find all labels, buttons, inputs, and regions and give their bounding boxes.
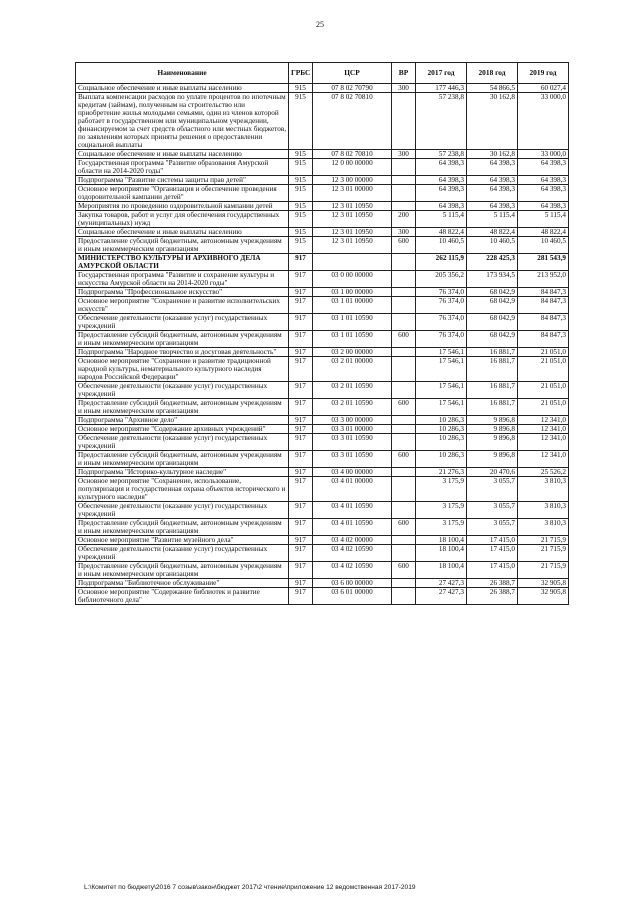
cell-csr: 03 3 01 00000 (313, 425, 392, 434)
table-row (76, 348, 569, 357)
table-row (76, 519, 569, 536)
cell-name: Предоставление субсидий бюджетным, автономным учреждениям и иным некоммерческим организациям (76, 399, 289, 416)
table-row (76, 502, 569, 519)
header-csr: ЦСР (313, 63, 392, 84)
cell-grbs: 917 (289, 562, 313, 579)
cell-y2018: 16 881,7 (467, 382, 518, 399)
table-row (76, 271, 569, 288)
cell-y2019: 64 398,3 (518, 185, 569, 202)
cell-y2017: 3 175,9 (416, 477, 467, 502)
cell-y2018: 3 055,7 (467, 477, 518, 502)
table-row (76, 357, 569, 382)
cell-y2019: 21 715,9 (518, 536, 569, 545)
cell-name: Обеспечение деятельности (оказание услуг) государственных учреждений (76, 545, 289, 562)
table-row (76, 562, 569, 579)
cell-name: Основное мероприятие "Сохранение, использование, популяризация и государственная охрана объектов исторического и культурного наследия" (76, 477, 289, 502)
header-name: Наименование (76, 63, 289, 84)
cell-name: Обеспечение деятельности (оказание услуг) государственных учреждений (76, 314, 289, 331)
cell-grbs: 915 (289, 93, 313, 150)
cell-y2017: 57 238,8 (416, 93, 467, 150)
cell-csr: 03 2 01 10590 (313, 399, 392, 416)
cell-y2017: 18 100,4 (416, 536, 467, 545)
cell-vr (392, 416, 416, 425)
cell-y2019: 213 952,0 (518, 271, 569, 288)
table-row (76, 84, 569, 93)
cell-y2018: 3 055,7 (467, 519, 518, 536)
cell-y2019: 64 398,3 (518, 159, 569, 176)
table-row (76, 159, 569, 176)
cell-y2017: 5 115,4 (416, 211, 467, 228)
cell-grbs: 917 (289, 254, 313, 271)
table-row (76, 150, 569, 159)
cell-y2017: 17 546,1 (416, 399, 467, 416)
cell-vr (392, 185, 416, 202)
cell-vr (392, 357, 416, 382)
table-row (76, 536, 569, 545)
cell-csr: 03 3 01 10590 (313, 434, 392, 451)
cell-y2019: 64 398,3 (518, 202, 569, 211)
cell-grbs: 917 (289, 451, 313, 468)
table-row (76, 228, 569, 237)
cell-name: Социальное обеспечение и иные выплаты населению (76, 84, 289, 93)
cell-y2019: 12 341,0 (518, 451, 569, 468)
cell-y2019: 3 810,3 (518, 477, 569, 502)
cell-y2017: 17 546,1 (416, 348, 467, 357)
cell-name: Основное мероприятие "Организация и обеспечение проведения оздоровительной кампании детей" (76, 185, 289, 202)
cell-csr: 03 2 00 00000 (313, 348, 392, 357)
cell-y2018: 26 388,7 (467, 579, 518, 588)
cell-y2019: 21 715,9 (518, 545, 569, 562)
cell-vr (392, 588, 416, 605)
cell-grbs: 917 (289, 288, 313, 297)
cell-vr (392, 314, 416, 331)
cell-grbs: 917 (289, 271, 313, 288)
cell-y2019: 84 847,3 (518, 297, 569, 314)
cell-csr: 03 1 00 00000 (313, 288, 392, 297)
cell-name: Предоставление субсидий бюджетным, автономным учреждениям и иным некоммерческим организациям (76, 237, 289, 254)
cell-vr (392, 425, 416, 434)
cell-y2017: 18 100,4 (416, 562, 467, 579)
cell-name: Обеспечение деятельности (оказание услуг) государственных учреждений (76, 434, 289, 451)
cell-y2019: 21 715,9 (518, 562, 569, 579)
cell-y2017: 177 446,3 (416, 84, 467, 93)
cell-y2018: 16 881,7 (467, 357, 518, 382)
cell-y2018: 9 896,8 (467, 434, 518, 451)
cell-name: Закупка товаров, работ и услуг для обеспечения государственных (муниципальных) нужд (76, 211, 289, 228)
page-number: 25 (316, 20, 324, 29)
cell-name: Основное мероприятие "Содержание библиотек и развитие библиотечного дела" (76, 588, 289, 605)
cell-name: Предоставление субсидий бюджетным, автономным учреждениям и иным некоммерческим организациям (76, 331, 289, 348)
table-row (76, 451, 569, 468)
cell-y2018: 17 415,0 (467, 545, 518, 562)
cell-y2019: 33 000,0 (518, 150, 569, 159)
cell-name: Основное мероприятие "Развитие музейного дела" (76, 536, 289, 545)
cell-csr: 03 2 01 10590 (313, 382, 392, 399)
cell-y2018: 26 388,7 (467, 588, 518, 605)
table-header-row (76, 63, 569, 84)
cell-csr: 03 4 02 00000 (313, 536, 392, 545)
cell-y2017: 10 286,3 (416, 434, 467, 451)
cell-csr: 07 8 02 70790 (313, 84, 392, 93)
table-row (76, 545, 569, 562)
header-vr: ВР (392, 63, 416, 84)
header-2017: 2017 год (416, 63, 467, 84)
cell-vr (392, 159, 416, 176)
cell-y2017: 205 356,2 (416, 271, 467, 288)
cell-vr (392, 382, 416, 399)
cell-csr: 12 3 01 10950 (313, 202, 392, 211)
cell-y2019: 64 398,3 (518, 176, 569, 185)
cell-csr: 03 1 01 10590 (313, 314, 392, 331)
cell-vr: 200 (392, 211, 416, 228)
cell-csr: 07 8 02 70810 (313, 93, 392, 150)
cell-name: Основное мероприятие "Содержание архивных учреждений" (76, 425, 289, 434)
table-row (76, 237, 569, 254)
cell-y2018: 68 042,9 (467, 288, 518, 297)
cell-name: Предоставление субсидий бюджетным, автономным учреждениям и иным некоммерческим организациям (76, 562, 289, 579)
cell-csr: 03 1 01 00000 (313, 297, 392, 314)
cell-grbs: 917 (289, 434, 313, 451)
cell-y2019: 25 526,2 (518, 468, 569, 477)
cell-grbs: 917 (289, 579, 313, 588)
table-row (76, 297, 569, 314)
cell-vr (392, 477, 416, 502)
cell-name: Подпрограмма "Профессиональное искусство" (76, 288, 289, 297)
file-path-footer: L:\Комитет по бюджету\2016 7 созыв\закон\бюджет 2017\2 чтение\приложение 12 ведомственная 2017-2019 (84, 884, 416, 891)
cell-csr: 03 4 02 10590 (313, 562, 392, 579)
cell-y2019: 33 000,0 (518, 93, 569, 150)
cell-y2019: 32 905,8 (518, 588, 569, 605)
cell-y2018: 48 822,4 (467, 228, 518, 237)
table-row (76, 579, 569, 588)
table-row (76, 93, 569, 150)
cell-vr: 600 (392, 331, 416, 348)
cell-name: Государственная программа "Развитие образования Амурской области на 2014-2020 годы" (76, 159, 289, 176)
cell-y2018: 17 415,0 (467, 562, 518, 579)
cell-y2018: 16 881,7 (467, 348, 518, 357)
cell-y2018: 64 398,3 (467, 159, 518, 176)
header-2019: 2019 год (518, 63, 569, 84)
cell-y2017: 10 286,3 (416, 416, 467, 425)
table-body (76, 84, 569, 605)
cell-name: Подпрограмма "Библиотечное обслуживание" (76, 579, 289, 588)
cell-y2019: 3 810,3 (518, 502, 569, 519)
cell-vr: 600 (392, 519, 416, 536)
cell-y2017: 3 175,9 (416, 519, 467, 536)
cell-y2017: 64 398,3 (416, 202, 467, 211)
cell-grbs: 917 (289, 314, 313, 331)
cell-y2017: 76 374,0 (416, 331, 467, 348)
cell-y2019: 84 847,3 (518, 288, 569, 297)
table-row (76, 434, 569, 451)
cell-csr: 03 4 02 10590 (313, 545, 392, 562)
cell-name: Предоставление субсидий бюджетным, автономным учреждениям и иным некоммерческим организациям (76, 519, 289, 536)
cell-grbs: 915 (289, 150, 313, 159)
cell-y2019: 12 341,0 (518, 434, 569, 451)
cell-name: Основное мероприятие "Сохранение и развитие исполнительских искусств" (76, 297, 289, 314)
table-row (76, 416, 569, 425)
cell-vr: 600 (392, 451, 416, 468)
cell-vr (392, 288, 416, 297)
cell-grbs: 917 (289, 382, 313, 399)
cell-grbs: 915 (289, 211, 313, 228)
cell-vr (392, 536, 416, 545)
cell-y2017: 21 276,3 (416, 468, 467, 477)
cell-name: Подпрограмма "Историко-культурное наследие" (76, 468, 289, 477)
cell-name: Основное мероприятие "Сохранение и развитие традиционной народной культуры, нематериального культурного наследия народов Российской Федерации" (76, 357, 289, 382)
header-grbs: ГРБС (289, 63, 313, 84)
cell-vr (392, 297, 416, 314)
cell-vr (392, 271, 416, 288)
cell-y2018: 9 896,8 (467, 416, 518, 425)
cell-vr: 300 (392, 228, 416, 237)
table-row (76, 331, 569, 348)
cell-csr: 03 6 00 00000 (313, 579, 392, 588)
cell-name: Мероприятия по проведению оздоровительной кампании детей (76, 202, 289, 211)
budget-table (75, 62, 569, 605)
cell-y2017: 76 374,0 (416, 288, 467, 297)
table-row (76, 202, 569, 211)
cell-csr: 12 3 01 10950 (313, 211, 392, 228)
cell-grbs: 917 (289, 545, 313, 562)
cell-csr: 03 3 00 00000 (313, 416, 392, 425)
cell-name: Подпрограмма "Развитие системы защиты прав детей" (76, 176, 289, 185)
cell-csr: 03 6 01 00000 (313, 588, 392, 605)
cell-csr: 12 3 01 10950 (313, 237, 392, 254)
cell-csr: 07 8 02 70810 (313, 150, 392, 159)
cell-csr: 03 4 01 10590 (313, 502, 392, 519)
cell-csr: 12 3 01 10950 (313, 228, 392, 237)
cell-grbs: 917 (289, 588, 313, 605)
cell-name: Социальное обеспечение и иные выплаты населению (76, 150, 289, 159)
cell-y2019: 3 810,3 (518, 519, 569, 536)
table-row (76, 176, 569, 185)
cell-y2017: 76 374,0 (416, 297, 467, 314)
cell-y2018: 68 042,9 (467, 314, 518, 331)
cell-y2018: 228 425,3 (467, 254, 518, 271)
cell-y2018: 30 162,8 (467, 93, 518, 150)
cell-y2019: 84 847,3 (518, 331, 569, 348)
cell-vr: 300 (392, 150, 416, 159)
cell-grbs: 915 (289, 202, 313, 211)
cell-name: Социальное обеспечение и иные выплаты населению (76, 228, 289, 237)
cell-name: Государственная программа "Развитие и сохранение культуры и искусства Амурской области на 2014-2020 годы" (76, 271, 289, 288)
cell-y2018: 173 934,5 (467, 271, 518, 288)
cell-grbs: 915 (289, 228, 313, 237)
table-row (76, 382, 569, 399)
cell-vr (392, 545, 416, 562)
cell-y2017: 64 398,3 (416, 159, 467, 176)
cell-vr (392, 468, 416, 477)
cell-y2019: 21 051,0 (518, 357, 569, 382)
table-row (76, 588, 569, 605)
cell-name: МИНИСТЕРСТВО КУЛЬТУРЫ И АРХИВНОГО ДЕЛА АМУРСКОЙ ОБЛАСТИ (76, 254, 289, 271)
cell-y2019: 12 341,0 (518, 425, 569, 434)
cell-grbs: 917 (289, 519, 313, 536)
cell-y2018: 5 115,4 (467, 211, 518, 228)
cell-grbs: 917 (289, 468, 313, 477)
cell-y2017: 18 100,4 (416, 545, 467, 562)
table-row (76, 254, 569, 271)
cell-vr (392, 502, 416, 519)
cell-vr: 600 (392, 562, 416, 579)
table-row (76, 288, 569, 297)
cell-y2017: 27 427,3 (416, 579, 467, 588)
cell-grbs: 915 (289, 185, 313, 202)
cell-y2017: 10 286,3 (416, 425, 467, 434)
cell-grbs: 917 (289, 297, 313, 314)
cell-csr: 03 1 01 10590 (313, 331, 392, 348)
cell-y2019: 281 543,9 (518, 254, 569, 271)
cell-vr (392, 176, 416, 185)
cell-vr (392, 579, 416, 588)
cell-csr (313, 254, 392, 271)
cell-y2017: 57 238,8 (416, 150, 467, 159)
cell-y2017: 262 115,9 (416, 254, 467, 271)
cell-y2018: 68 042,9 (467, 331, 518, 348)
cell-grbs: 917 (289, 502, 313, 519)
cell-y2017: 3 175,9 (416, 502, 467, 519)
cell-grbs: 917 (289, 477, 313, 502)
cell-grbs: 915 (289, 84, 313, 93)
cell-y2017: 76 374,0 (416, 314, 467, 331)
cell-grbs: 915 (289, 159, 313, 176)
cell-y2018: 3 055,7 (467, 502, 518, 519)
table-row (76, 468, 569, 477)
table-row (76, 425, 569, 434)
header-2018: 2018 год (467, 63, 518, 84)
cell-y2018: 9 896,8 (467, 451, 518, 468)
cell-y2017: 27 427,3 (416, 588, 467, 605)
cell-y2019: 48 822,4 (518, 228, 569, 237)
cell-name: Обеспечение деятельности (оказание услуг) государственных учреждений (76, 382, 289, 399)
cell-grbs: 917 (289, 357, 313, 382)
cell-vr: 600 (392, 237, 416, 254)
cell-y2018: 17 415,0 (467, 536, 518, 545)
cell-y2018: 64 398,3 (467, 202, 518, 211)
cell-y2017: 64 398,3 (416, 176, 467, 185)
cell-csr: 12 3 01 00000 (313, 185, 392, 202)
cell-csr: 12 0 00 00000 (313, 159, 392, 176)
cell-y2018: 16 881,7 (467, 399, 518, 416)
cell-grbs: 917 (289, 399, 313, 416)
cell-name: Подпрограмма "Народное творчество и досуговая деятельность" (76, 348, 289, 357)
cell-csr: 03 0 00 00000 (313, 271, 392, 288)
cell-y2019: 60 027,4 (518, 84, 569, 93)
cell-vr: 300 (392, 84, 416, 93)
cell-csr: 03 4 01 10590 (313, 519, 392, 536)
cell-y2019: 21 051,0 (518, 382, 569, 399)
cell-y2017: 48 822,4 (416, 228, 467, 237)
cell-csr: 03 4 01 00000 (313, 477, 392, 502)
cell-name: Обеспечение деятельности (оказание услуг) государственных учреждений (76, 502, 289, 519)
cell-y2019: 12 341,0 (518, 416, 569, 425)
cell-y2017: 17 546,1 (416, 357, 467, 382)
cell-vr: 600 (392, 399, 416, 416)
cell-y2019: 21 051,0 (518, 348, 569, 357)
table-row (76, 211, 569, 228)
cell-vr (392, 348, 416, 357)
cell-y2019: 21 051,0 (518, 399, 569, 416)
cell-grbs: 917 (289, 416, 313, 425)
cell-y2017: 17 546,1 (416, 382, 467, 399)
table-row (76, 399, 569, 416)
cell-grbs: 917 (289, 425, 313, 434)
cell-grbs: 915 (289, 176, 313, 185)
cell-csr: 03 2 01 00000 (313, 357, 392, 382)
cell-y2018: 64 398,3 (467, 176, 518, 185)
cell-y2017: 64 398,3 (416, 185, 467, 202)
cell-vr (392, 434, 416, 451)
cell-name: Подпрограмма "Архивное дело" (76, 416, 289, 425)
cell-y2018: 68 042,9 (467, 297, 518, 314)
cell-y2017: 10 460,5 (416, 237, 467, 254)
cell-name: Предоставление субсидий бюджетным, автономным учреждениям и иным некоммерческим организациям (76, 451, 289, 468)
cell-grbs: 915 (289, 237, 313, 254)
cell-y2019: 32 905,8 (518, 579, 569, 588)
cell-y2019: 5 115,4 (518, 211, 569, 228)
table-row (76, 185, 569, 202)
cell-csr: 03 3 01 10590 (313, 451, 392, 468)
cell-y2019: 84 847,3 (518, 314, 569, 331)
cell-y2018: 10 460,5 (467, 237, 518, 254)
cell-y2018: 64 398,3 (467, 185, 518, 202)
cell-name: Выплата компенсации расходов по уплате процентов по ипотечным кредитам (займам), полученным на строительство или приобретение жилья молодыми семьями, один из членов которой работает в государственном или муниципальном учреждении, финансируемом за счет средств областного или местных бюджетов, по заявлениям которых приняты решения о предоставлении социальной выплаты (76, 93, 289, 150)
cell-grbs: 917 (289, 536, 313, 545)
cell-y2018: 20 470,6 (467, 468, 518, 477)
cell-y2018: 30 162,8 (467, 150, 518, 159)
cell-grbs: 917 (289, 331, 313, 348)
cell-y2018: 9 896,8 (467, 425, 518, 434)
cell-y2018: 54 866,5 (467, 84, 518, 93)
cell-y2017: 10 286,3 (416, 451, 467, 468)
cell-grbs: 917 (289, 348, 313, 357)
cell-vr (392, 254, 416, 271)
cell-csr: 03 4 00 00000 (313, 468, 392, 477)
cell-csr: 12 3 00 00000 (313, 176, 392, 185)
table-row (76, 477, 569, 502)
cell-vr (392, 93, 416, 150)
cell-y2019: 10 460,5 (518, 237, 569, 254)
table-row (76, 314, 569, 331)
cell-vr (392, 202, 416, 211)
